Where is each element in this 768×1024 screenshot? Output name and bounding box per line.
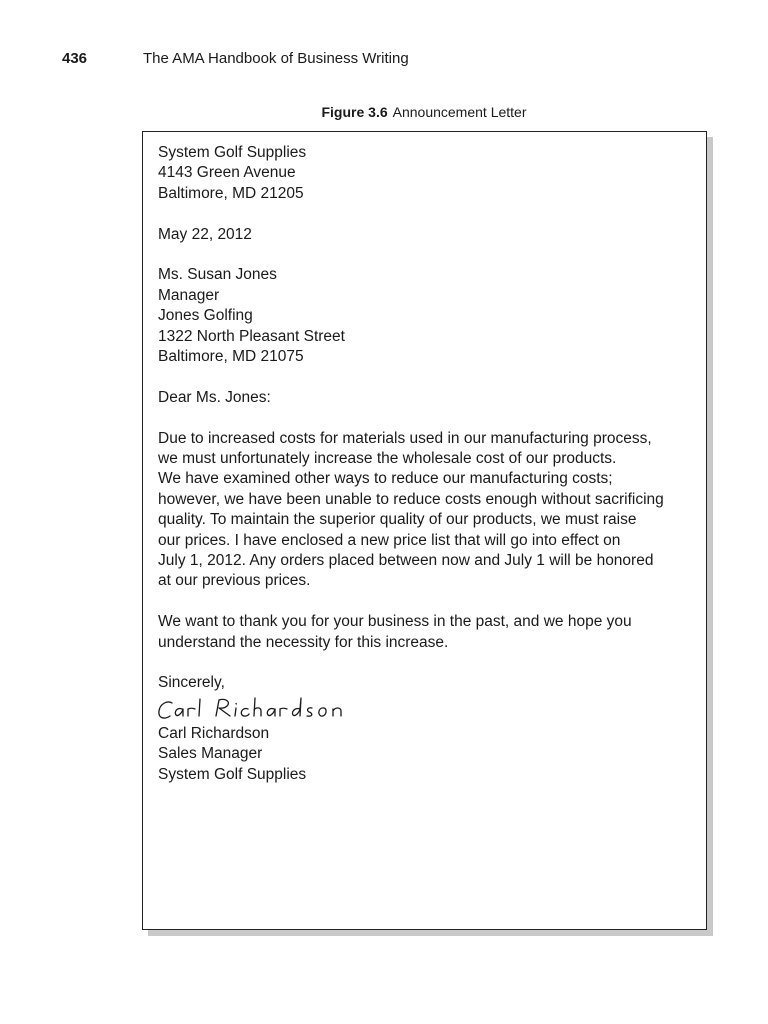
closing-line: Sincerely, [158, 674, 225, 692]
paragraph-line: however, we have been unable to reduce costs enough without sacrificing [158, 490, 664, 508]
page-number: 436 [62, 50, 88, 67]
paragraph-line: we must unfortunately increase the wholesale cost of our products. [158, 450, 617, 468]
paragraph-line: July 1, 2012. Any orders placed between now and July 1 will be honored [158, 552, 654, 570]
recipient-street: 1322 North Pleasant Street [158, 327, 345, 345]
signer-title: Sales Manager [158, 745, 263, 763]
signer-company: System Golf Supplies [158, 765, 307, 783]
sender-address [158, 143, 696, 204]
letter-date [158, 225, 696, 245]
body-paragraph-1 [158, 429, 696, 592]
figure-label: Figure 3.6 [321, 104, 388, 120]
closing-block [158, 673, 696, 785]
book-title: The AMA Handbook of Business Writing [143, 50, 409, 67]
paragraph-line: We have examined other ways to reduce our manufacturing costs; [158, 470, 613, 488]
letter-body [158, 143, 696, 785]
recipient-title: Manager [158, 286, 220, 304]
sender-street: 4143 Green Avenue [158, 164, 296, 182]
figure-title: Announcement Letter [392, 104, 527, 120]
paragraph-line: We want to thank you for your business in the past, and we hope you [158, 613, 632, 631]
paragraph-line: at our previous prices. [158, 572, 311, 590]
signer-name: Carl Richardson [158, 724, 270, 742]
recipient-city: Baltimore, MD 21075 [158, 348, 304, 366]
paragraph-line: Due to increased costs for materials used in our manufacturing process, [158, 429, 652, 447]
recipient-company: Jones Golfing [158, 307, 253, 325]
handwritten-signature [158, 694, 696, 724]
letter-frame [142, 131, 707, 930]
figure-caption [0, 101, 768, 123]
paragraph-line: quality. To maintain the superior quality of our products, we must raise [158, 511, 637, 529]
date-line: May 22, 2012 [158, 225, 252, 243]
sender-city: Baltimore, MD 21205 [158, 184, 304, 202]
page-header [62, 48, 728, 70]
salutation [158, 388, 696, 408]
body-paragraph-2 [158, 612, 696, 653]
sender-name: System Golf Supplies [158, 144, 307, 161]
recipient-address [158, 265, 696, 367]
salutation-line: Dear Ms. Jones: [158, 388, 271, 406]
paragraph-line: our prices. I have enclosed a new price list that will go into effect on [158, 531, 621, 549]
paragraph-line: understand the necessity for this increase. [158, 633, 449, 651]
recipient-name: Ms. Susan Jones [158, 266, 277, 284]
